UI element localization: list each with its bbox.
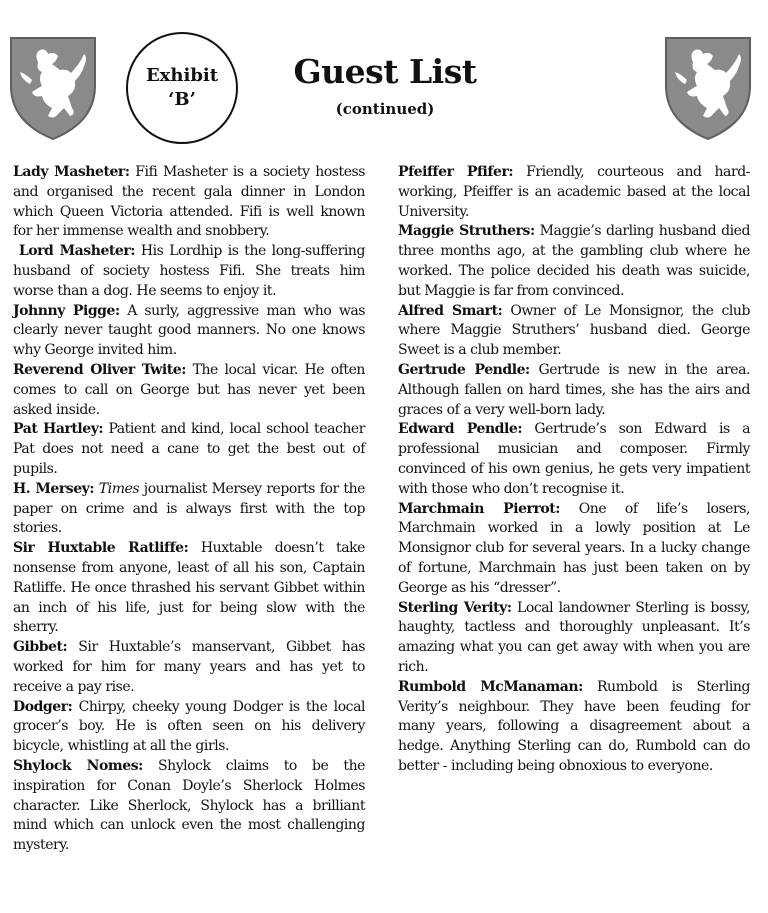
guest-name: Gertrude Pendle: bbox=[398, 361, 530, 378]
heraldic-lion-shield-icon bbox=[8, 34, 98, 142]
guest-description: The local vicar. He often comes to call on George but has never yet been asked inside. bbox=[13, 361, 365, 418]
guest-entry-reverend-oliver-twite bbox=[13, 361, 365, 420]
guest-name: Lord Masheter: bbox=[18, 243, 136, 260]
guest-entry-h-mersey bbox=[13, 480, 365, 539]
guest-description: Patient and kind, local school teacher Pat does not need a cane to get the best out of pupils. bbox=[13, 421, 365, 477]
guest-description: Sir Huxtable’s manservant, Gibbet has worked for him for many years and has yet to receive a pay rise. bbox=[13, 639, 365, 695]
guest-description: Huxtable doesn’t take nonsense from anyone, least of all his son, Captain Ratliffe. He once thrashed his servant Gibbet within an inch of his life, just for being slow with the sherry. bbox=[13, 540, 365, 636]
guest-entry-lord-masheter bbox=[13, 242, 365, 301]
guest-description: Gertrude’s son Edward is a professional musician and composer. Firmly convinced of his own genius, he gets very impatient with those who don’t recognise it. bbox=[398, 421, 750, 497]
exhibit-badge bbox=[126, 32, 238, 144]
guest-entry-marchmain-pierrot bbox=[398, 500, 750, 599]
guest-description: Chirpy, cheeky young Dodger is the local grocer’s boy. He is often seen on his delivery bicycle, whistling at all the girls. bbox=[13, 698, 365, 755]
guest-entry-sterling-verity bbox=[398, 599, 750, 678]
guest-description: Maggie’s darling husband died three months ago, at the gambling club where he worked. The police decided his death was suicide, but Maggie is far from convinced. bbox=[398, 223, 750, 299]
guest-name: Lady Masheter: bbox=[13, 164, 130, 180]
guest-name: Sir Huxtable Ratliffe: bbox=[13, 540, 189, 557]
page-subtitle: (continued) bbox=[335, 100, 435, 118]
guest-description: Local landowner Sterling is bossy, haughty, tactless and thoroughly unpleasant. It’s amazing what you can get away with when you are rich. bbox=[398, 599, 750, 675]
page-title: Guest List bbox=[293, 52, 477, 91]
guest-name: Rumbold McManaman: bbox=[398, 678, 583, 695]
page-header bbox=[0, 0, 768, 160]
guest-entry-edward-pendle bbox=[398, 420, 750, 499]
guest-entry-pfeiffer-pfifer bbox=[398, 163, 750, 222]
guest-entry-maggie-struthers bbox=[398, 222, 750, 301]
guest-name: Gibbet: bbox=[13, 639, 68, 656]
guest-name: Dodger: bbox=[13, 698, 73, 715]
guest-list-right-column bbox=[398, 163, 750, 777]
guest-description: journalist Mersey reports for the paper on crime and is always first with the top stories. bbox=[13, 480, 365, 537]
guest-name: Johnny Pigge: bbox=[13, 302, 120, 319]
guest-name: Maggie Struthers: bbox=[398, 223, 535, 240]
guest-name: H. Mersey: bbox=[13, 480, 95, 497]
guest-entry-rumbold-mcmanaman bbox=[398, 678, 750, 777]
guest-description: Fifi Masheter is a society hostess and organised the recent gala dinner in London which Queen Victoria attended. Fifi is well known for her immense wealth and snobbery. bbox=[13, 164, 366, 240]
guest-description: Shylock claims to be the inspiration for Conan Doyle’s Sherlock Holmes character. Like Sherlock, Shylock has a brilliant mind which can unlock even the most challenging mystery. bbox=[13, 757, 365, 854]
guest-description: Rumbold is Sterling Verity’s neighbour. They have been feuding for many years, following a disagreement about a hedge. Anything Sterling can do, Rumbold can do better - including being obnoxious to everyone. bbox=[398, 678, 750, 774]
guest-entry-shylock-nomes bbox=[13, 757, 365, 856]
guest-description: A surly, aggressive man who was clearly never taught good manners. No one knows why George invited him. bbox=[13, 302, 366, 359]
guest-entry-johnny-pigge bbox=[13, 302, 365, 361]
guest-entry-pat-hartley bbox=[13, 420, 365, 479]
guest-name: Pfeiffer Pfifer: bbox=[398, 164, 514, 180]
guest-name: Marchmain Pierrot: bbox=[398, 500, 561, 517]
guest-description: One of life’s losers, Marchmain worked in a lowly position at Le Monsignor club for several years. In a lucky change of fortune, Marchmain has just been taken on by George as his “dresser”. bbox=[398, 500, 750, 596]
guest-description: Owner of Le Monsignor, the club where Maggie Struthers’ husband died. George Sweet is a club member. bbox=[398, 302, 750, 359]
heraldic-lion-shield-icon bbox=[663, 34, 753, 142]
guest-name: Pat Hartley: bbox=[13, 421, 104, 438]
exhibit-label: Exhibit bbox=[145, 65, 219, 86]
guest-name: Edward Pendle: bbox=[398, 421, 523, 438]
guest-entry-gibbet bbox=[13, 638, 365, 697]
guest-list-left-column bbox=[13, 163, 365, 856]
guest-description: His Lordhip is the long-suffering husband of society hostess Fifi. She treats him worse than a dog. He seems to enjoy it. bbox=[13, 243, 365, 299]
guest-entry-lady-masheter bbox=[13, 163, 365, 242]
guest-name: Reverend Oliver Twite: bbox=[13, 361, 186, 378]
exhibit-letter: ‘B’ bbox=[168, 89, 196, 110]
guest-name: Alfred Smart: bbox=[398, 302, 503, 319]
guest-entry-dodger bbox=[13, 698, 365, 757]
guest-description: Gertrude is new in the area. Although fallen on hard times, she has the airs and graces of a very well-born lady. bbox=[398, 361, 750, 418]
guest-name: Sterling Verity: bbox=[398, 599, 512, 616]
guest-name: Shylock Nomes: bbox=[13, 757, 143, 774]
guest-entry-sir-huxtable-ratliffe bbox=[13, 539, 365, 638]
newspaper-name: Times bbox=[98, 480, 140, 497]
guest-entry-alfred-smart bbox=[398, 302, 750, 361]
guest-entry-gertrude-pendle bbox=[398, 361, 750, 420]
guest-description: Friendly, courteous and hard-working, Pfeiffer is an academic based at the local University. bbox=[398, 164, 750, 220]
